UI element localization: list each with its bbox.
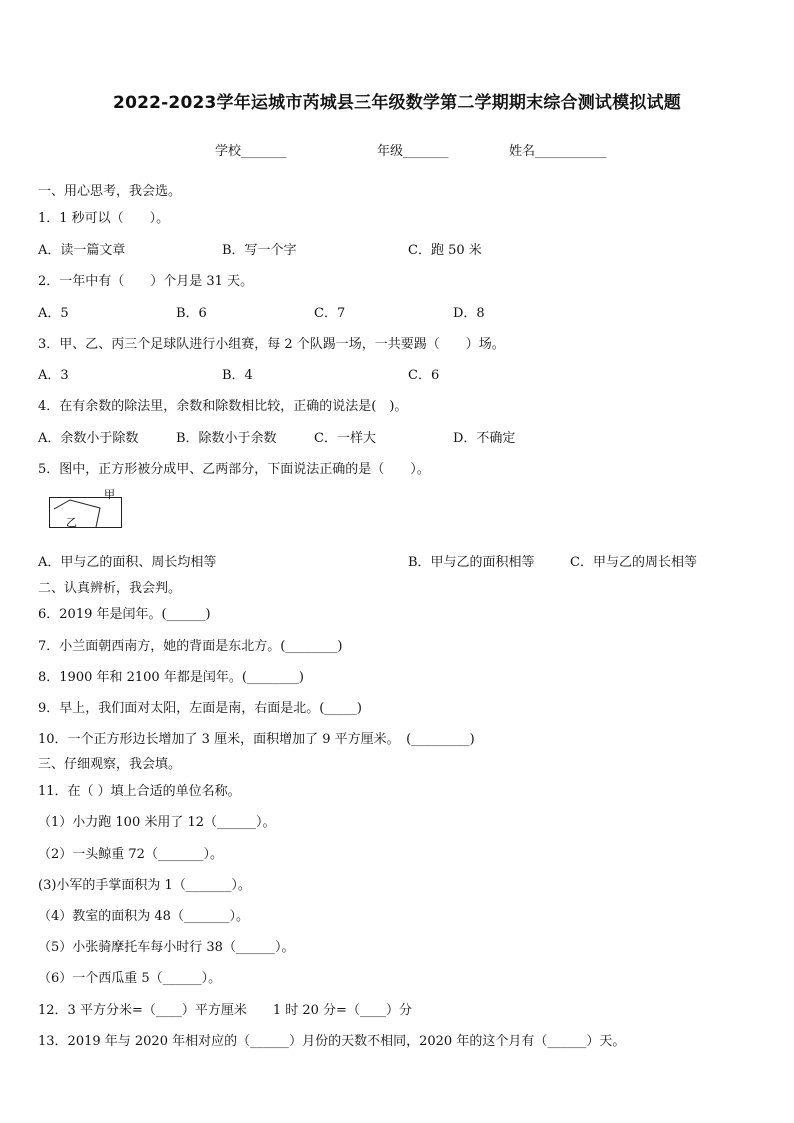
section3-heading: 三、仔细观察，我会填。 bbox=[38, 757, 182, 772]
label-jia: 甲 bbox=[104, 489, 115, 501]
grade-field: 年级_______ bbox=[377, 144, 449, 159]
question-8: 8．1900 年和 2100 年都是闰年。(________) bbox=[38, 670, 304, 685]
school-field: 学校_______ bbox=[215, 144, 287, 159]
q4-option-c: C．一样大 bbox=[314, 431, 376, 446]
section1-heading: 一、用心思考，我会选。 bbox=[38, 184, 182, 199]
question-6: 6．2019 年是闰年。(______) bbox=[38, 607, 211, 622]
q5-option-a: A．甲与乙的面积、周长均相等 bbox=[38, 555, 217, 570]
q1-option-a: A．读一篇文章 bbox=[38, 243, 126, 258]
question-1: 1．1 秒可以（ ）。 bbox=[38, 211, 170, 226]
q2-option-c: C．7 bbox=[314, 306, 346, 321]
q4-option-b: B．除数小于余数 bbox=[176, 431, 277, 446]
name-field: 姓名___________ bbox=[509, 144, 607, 159]
dividing-line bbox=[54, 500, 100, 527]
square-division-figure bbox=[48, 489, 124, 529]
q1-option-c: C．跑 50 米 bbox=[408, 243, 482, 258]
q4-option-d: D．不确定 bbox=[453, 431, 516, 446]
question-3: 3．甲、乙、丙三个足球队进行小组赛，每 2 个队踢一场，一共要踢（ ）场。 bbox=[38, 337, 505, 352]
question-11-part-6: （6）一个西瓜重 5（______）。 bbox=[38, 971, 222, 986]
question-12: 12．3 平方分米=（____）平方厘米 1 时 20 分=（____）分 bbox=[38, 1003, 412, 1018]
question-10: 10．一个正方形边长增加了 3 厘米，面积增加了 9 平方厘米。 (_________) bbox=[38, 732, 475, 747]
question-9: 9．早上，我们面对太阳，左面是南，右面是北。(_____) bbox=[38, 701, 362, 716]
question-7: 7．小兰面朝西南方，她的背面是东北方。(________) bbox=[38, 639, 343, 654]
q3-option-c: C．6 bbox=[408, 368, 440, 383]
question-11-part-2: （2）一头鲸重 72（_______）。 bbox=[38, 847, 223, 862]
question-2: 2．一年中有（ ）个月是 31 天。 bbox=[38, 274, 254, 289]
q5-option-b: B．甲与乙的面积相等 bbox=[408, 555, 535, 570]
exam-title: 2022-2023学年运城市芮城县三年级数学第二学期期末综合测试模拟试题 bbox=[113, 93, 681, 113]
label-yi: 乙 bbox=[66, 516, 77, 529]
question-11: 11．在（ ）填上合适的单位名称。 bbox=[38, 784, 241, 799]
square-outline bbox=[50, 498, 122, 528]
q4-option-a: A．余数小于除数 bbox=[38, 431, 139, 446]
q3-option-b: B．4 bbox=[222, 368, 253, 383]
q2-option-d: D．8 bbox=[453, 306, 485, 321]
question-4: 4．在有余数的除法里，余数和除数相比较，正确的说法是( )。 bbox=[38, 399, 408, 414]
question-11-part-4: （4）教室的面积为 48（_______）。 bbox=[38, 909, 249, 924]
q5-option-c: C．甲与乙的周长相等 bbox=[570, 555, 697, 570]
q2-option-b: B．6 bbox=[176, 306, 207, 321]
q1-option-b: B．写一个字 bbox=[222, 243, 297, 258]
question-5: 5．图中，正方形被分成甲、乙两部分，下面说法正确的是（ ）。 bbox=[38, 462, 430, 477]
question-11-part-5: （5）小张骑摩托车每小时行 38（______）。 bbox=[38, 940, 295, 955]
section2-heading: 二、认真辨析，我会判。 bbox=[38, 581, 182, 596]
q3-option-a: A．3 bbox=[38, 368, 69, 383]
question-11-part-3: (3)小军的手掌面积为 1（_______）。 bbox=[38, 878, 251, 893]
question-13: 13．2019 年与 2020 年相对应的（______）月份的天数不相同，2020 年的这个月有（______）天。 bbox=[38, 1034, 626, 1049]
question-11-part-1: （1）小力跑 100 米用了 12（______）。 bbox=[38, 815, 276, 830]
q2-option-a: A．5 bbox=[38, 306, 69, 321]
